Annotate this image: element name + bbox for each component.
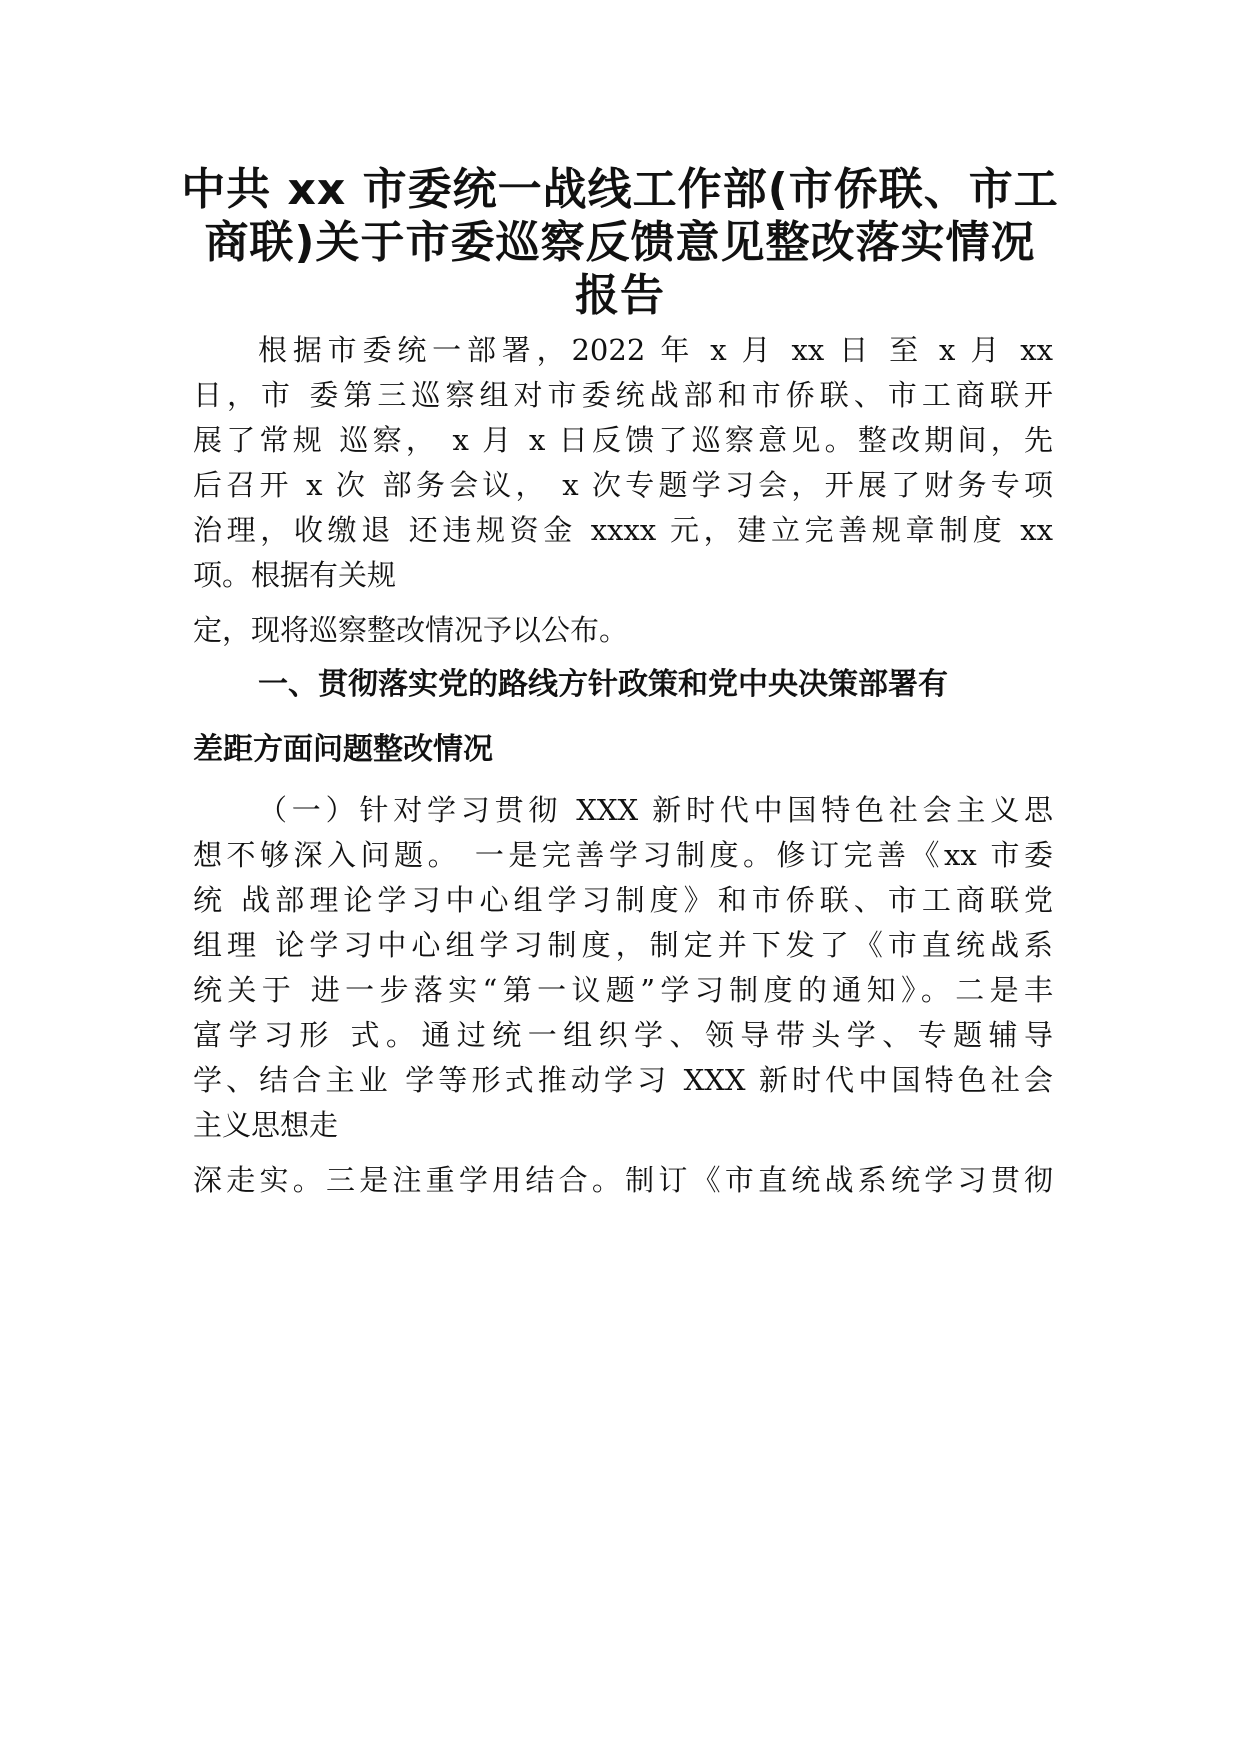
section-1-body-line-3: 统 战部理论学习中心组学习制度》和市侨联、市工商联党: [193, 883, 1053, 917]
section-1-body-line-6: 富学习形 式。通过统一组织学、领导带头学、专题辅导: [193, 1018, 1053, 1052]
intro-line-6: 项。根据有关规: [193, 558, 397, 592]
intro-line-7: 定，现将巡察整改情况予以公布。: [193, 613, 629, 647]
section-1-body-line-4: 组理 论学习中心组学习制度，制定并下发了《市直统战系: [193, 928, 1053, 962]
section-1-heading-line-2: 差距方面问题整改情况: [193, 732, 493, 767]
document-title-line-1: 中共 xx 市委统一战线工作部(市侨联、市工: [181, 164, 1059, 215]
document-title-line-2: 商联)关于市委巡察反馈意见整改落实情况: [204, 217, 1036, 268]
section-1-body-line-7: 学、结合主业 学等形式推动学习 XXX 新时代中国特色社会: [193, 1063, 1053, 1097]
document-title-line-3: 报告: [575, 270, 665, 321]
intro-line-5: 治理，收缴退 还违规资金 xxxx 元，建立完善规章制度 xx: [193, 513, 1053, 547]
intro-line-1: 根据市委统一部署，2022 年 x 月 xx 日 至 x 月 xx: [258, 333, 1053, 367]
section-1-body-line-2: 想不够深入问题。 一是完善学习制度。修订完善《xx 市委: [193, 838, 1053, 872]
section-1-body-line-8: 主义思想走: [193, 1108, 339, 1142]
intro-line-3: 展了常规 巡察， x 月 x 日反馈了巡察意见。整改期间，先: [193, 423, 1053, 457]
intro-line-2: 日，市 委第三巡察组对市委统战部和市侨联、市工商联开: [193, 378, 1053, 412]
section-1-body-line-5: 统关于 进一步落实“第一议题”学习制度的通知》。二是丰: [193, 973, 1053, 1007]
section-1-heading-line-1: 一、贯彻落实党的路线方针政策和党中央决策部署有: [258, 667, 948, 702]
section-1-body-line-9: 深走实。三是注重学用结合。制订《市直统战系统学习贯彻: [193, 1163, 1053, 1197]
intro-line-4: 后召开 x 次 部务会议， x 次专题学习会，开展了财务专项: [193, 468, 1053, 502]
section-1-body-line-1: （一）针对学习贯彻 XXX 新时代中国特色社会主义思: [258, 793, 1053, 827]
